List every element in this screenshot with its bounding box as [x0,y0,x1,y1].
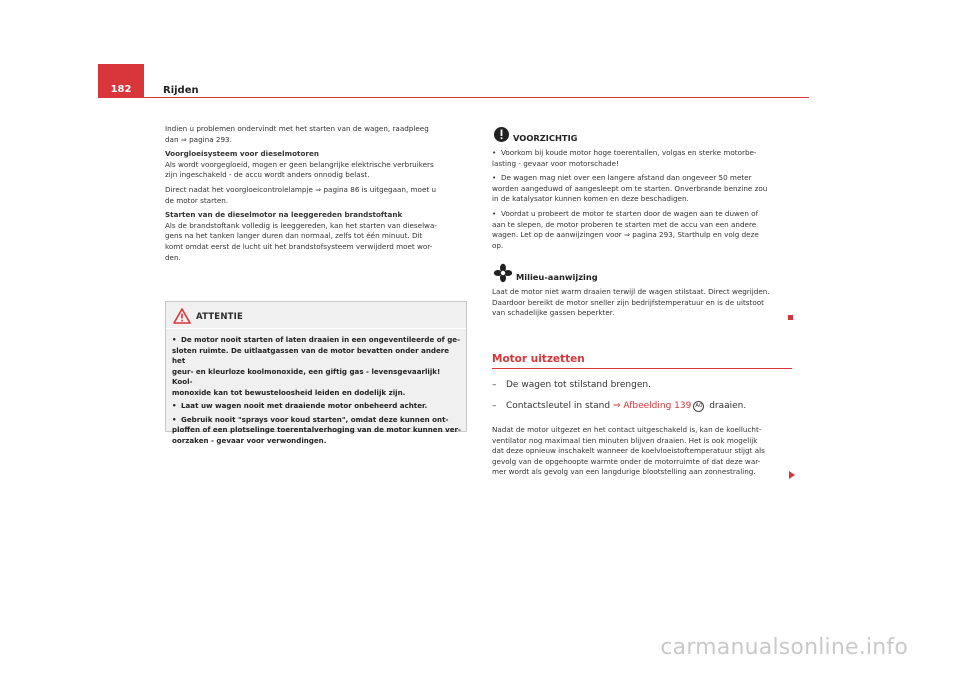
text-line: de motor starten. [165,195,229,205]
text-line: sloten ruimte. De uitlaatgassen van de motor bevatten onder andere het [172,345,450,365]
step-2 [492,401,746,412]
attention-title: ATTENTIE [196,312,243,322]
step-text: Contactsleutel in stand [506,401,613,411]
paragraph-preglow-1 [165,160,465,181]
environment-title: Milieu-aanwijzing [516,272,598,282]
caution-item [492,173,792,205]
text-line: Daardoor bereikt de motor sneller zijn bedrijfstemperatuur en is de uitstoot [492,297,764,307]
text-line: dat deze opnieuw inschakelt wanneer de koelvloeistoftemperatuur stijgt als [492,446,765,456]
text-line: komt omdat eerst de lucht uit het brandstofsysteem verwijderd moet wor- [165,241,433,251]
text-line: aan te slepen, de motor proberen te starten met de accu van een andere [492,219,757,229]
caution-exclamation-icon [493,126,510,143]
text-line: Direct nadat het voorgloeicontrolelampje ⇒ pagina 86 is uitgegaan, moet u [165,184,437,194]
subheading-empty-tank: Starten van de dieselmotor na leeggereden brandstoftank [165,210,403,220]
subheading-preglow: Voorgloeisysteem voor dieselmotoren [165,149,319,159]
text-line: Gebruik nooit "sprays voor koud starten", omdat deze kunnen ont- [181,414,449,424]
text-line: oorzaken - gevaar voor verwondingen. [172,435,327,445]
bullet-icon: • [492,173,497,183]
text-line: Nadat de motor uitgezet en het contact uitgeschakeld is, kan de koellucht- [492,425,762,434]
text-line: gens na het tanken langer duren dan normaal, zelfs tot één minuut. Dit [165,231,423,241]
text-line: De wagen mag niet over een langere afstand dan ongeveer 50 meter [501,173,752,183]
caution-body [492,148,792,255]
text-line: Als wordt voorgegloeid, mogen er geen belangrijke elektrische verbruikers [165,159,434,169]
attention-body [172,335,462,449]
bullet-icon: • [492,208,497,218]
step-text: De wagen tot stilstand brengen. [506,380,651,390]
attention-header [166,302,466,329]
environment-body [492,287,797,319]
bullet-icon: • [172,414,177,424]
text-line: Als de brandstoftank volledig is leeggereden, kan het starten van dieselwa- [165,220,437,230]
bullet-icon: • [172,335,177,344]
attention-item [172,401,462,412]
step-1 [492,380,651,390]
section-rule [492,368,792,369]
text-line: monoxide kan tot bewusteloosheid leiden en dodelijk zijn. [172,387,406,397]
environment-flower-icon [493,263,513,283]
dash-marker: – [492,380,497,390]
watermark: carmanualsonline.info [660,635,908,660]
attention-box [165,301,467,445]
text-line: Voorkom bij koude motor hoge toerentallen, volgas en sterke motorbe- [501,148,757,157]
text-line: mer wordt als gevolg van een langdurige blootstelling aan zonnestraling. [492,467,756,477]
section-body [492,425,797,478]
dash-marker: – [492,401,497,411]
callout-badge: A0 [693,401,704,412]
text-line: Laat uw wagen nooit met draaiende motor onbeheerd achter. [181,401,428,410]
text-line: worden aangeduwd of aangesleept om te starten. Onverbrande benzine zou [492,183,768,193]
text-line: dan ⇒ pagina 293. [165,134,232,144]
page-number: 182 [110,84,132,95]
text-line: geur- en kleurloze koolmonoxide, een giftig gas - levensgevaarlijk! Kool- [172,366,441,386]
text-line: in de katalysator kunnen komen en deze beschadigen. [492,194,689,204]
bullet-icon: • [492,148,497,157]
page-title: Rijden [163,85,199,96]
attention-item [172,415,462,447]
continue-arrow-icon [789,471,795,479]
paragraph-empty-tank [165,221,465,263]
text-line: De motor nooit starten of laten draaien in een ongeventileerde of ge- [181,335,461,344]
attention-item [172,335,462,398]
end-of-section-marker [788,315,793,320]
bullet-icon: • [172,401,177,410]
text-line: gevolg van de opgehoopte warmte onder de motorruimte of dat deze war- [492,456,761,466]
text-line: Voordat u probeert de motor te starten door de wagen aan te duwen of [501,208,759,218]
text-line: den. [165,252,181,262]
caution-item [492,148,792,169]
warning-triangle-icon [173,308,191,324]
header-rule [144,97,809,98]
text-line: op. [492,240,504,250]
section-heading: Motor uitzetten [492,353,585,365]
text-line: Indien u problemen ondervindt met het starten van de wagen, raadpleeg [165,124,429,133]
text-line: wagen. Let op de aanwijzingen voor ⇒ pagina 293, Starthulp en volg deze [492,230,759,240]
text-line: Laat de motor niet warm draaien terwijl de wagen stilstaat. Direct wegrijden. [492,287,770,296]
text-line: van schadelijke gassen beperkter. [492,308,615,318]
left-column [165,124,465,267]
page-number-box [98,64,144,98]
text-line: lasting - gevaar voor motorschade! [492,158,619,168]
caution-item [492,209,792,251]
caution-title: VOORZICHTIG [513,133,578,143]
text-line: ploffen of een plotselinge toerentalverhoging van de motor kunnen ver- [172,425,461,434]
text-line: zijn ingeschakeld - de accu wordt anders onnodig belast. [165,170,370,180]
figure-link[interactable]: ⇒ Afbeelding 139 [612,401,692,411]
paragraph-preglow-2 [165,185,465,206]
text-line: ventilator nog maximaal tien minuten blijven draaien. Het is ook mogelijk [492,435,758,445]
intro-paragraph [165,124,465,145]
step-text: draaien. [706,401,747,411]
